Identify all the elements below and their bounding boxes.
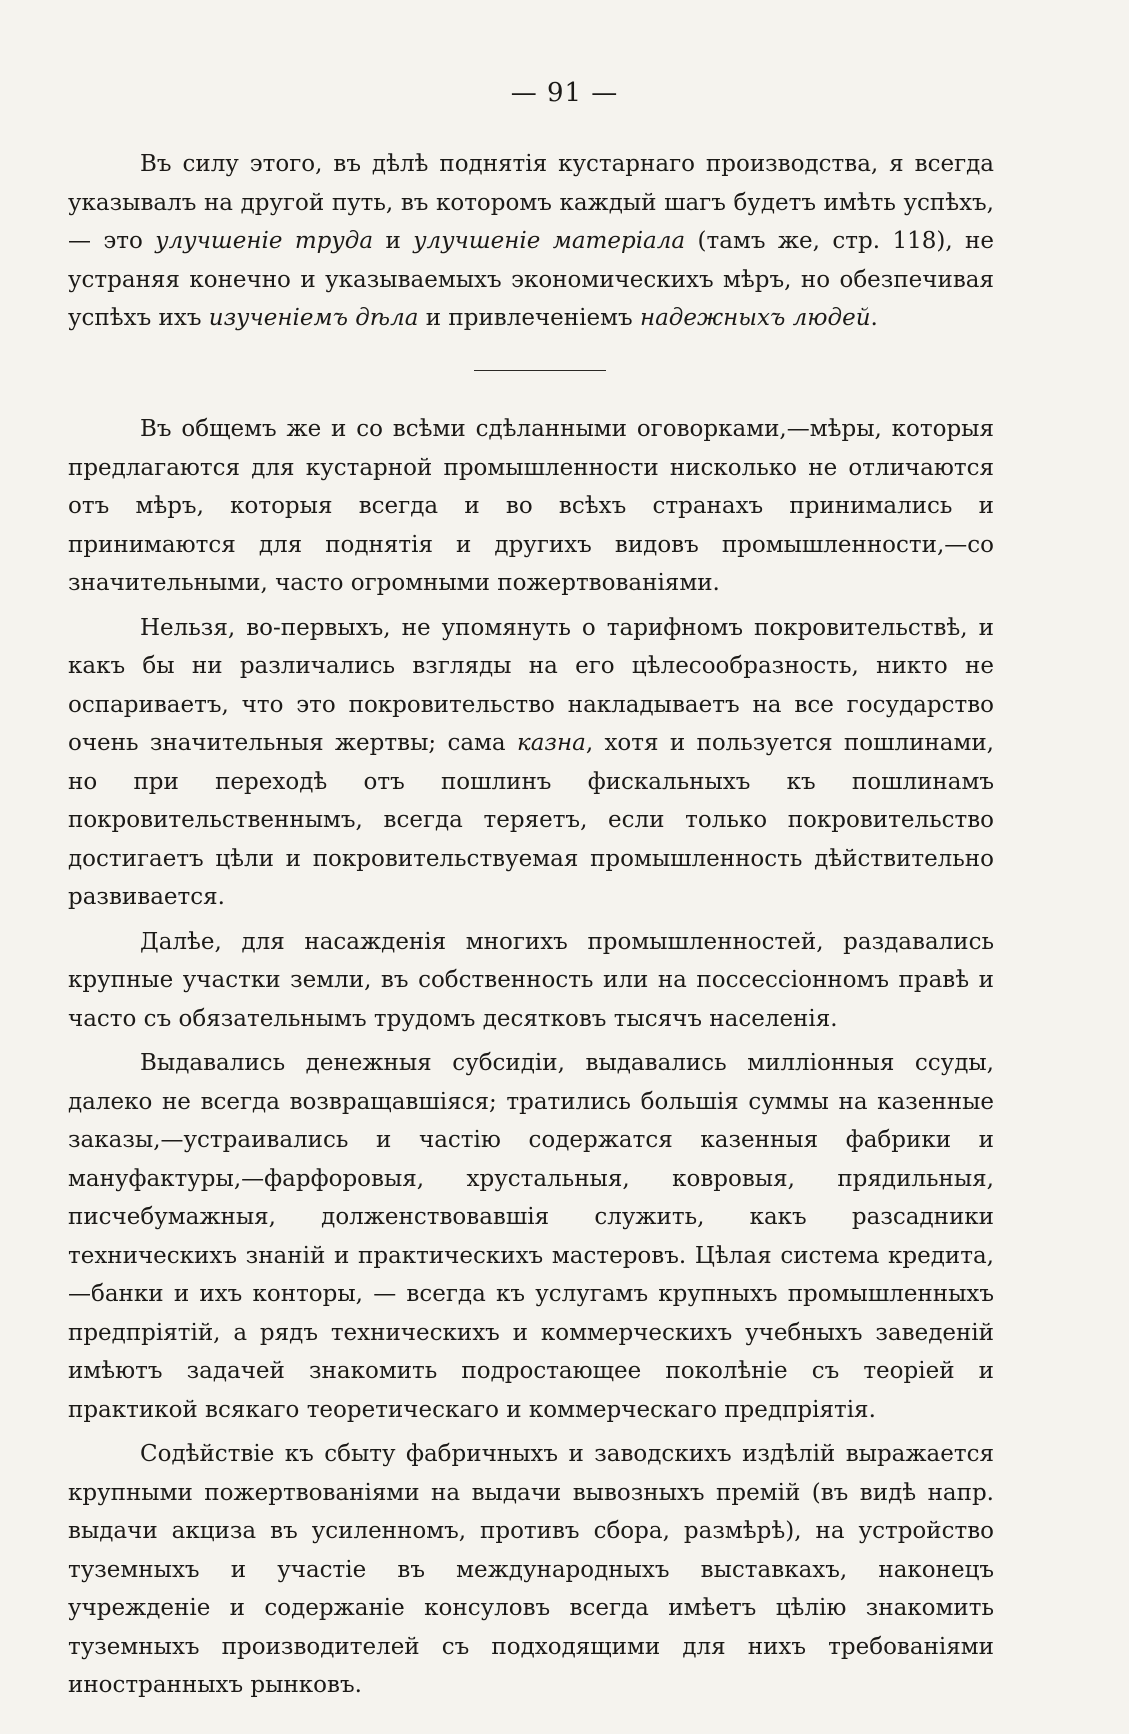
paragraph-sales: Содѣйствіе къ сбыту фабричныхъ и заводскихъ издѣлій выражается крупными пожертвованіями на выдачи вывозныхъ премій (въ видѣ напр. выдачи акциза въ усиленномъ, противъ сбора, размѣрѣ), на устройство туземныхъ и участіе въ международныхъ выставкахъ, наконецъ учрежденіе и содержаніе консуловъ всегда имѣетъ цѣлію знакомить туземныхъ производителей съ подходящими для нихъ требованіями иностранныхъ рынковъ. bbox=[68, 1441, 994, 1698]
tariff-text-2: , хотя и пользуется пошлинами, но при переходѣ отъ пошлинъ фискальныхъ къ пошлинамъ покровительственнымъ, всегда теряетъ, если только покровительство достигаетъ цѣли и покровительствуемая промышленность дѣйствительно развивается. bbox=[68, 730, 994, 910]
intro-text-3: (тамъ же, стр. 118), не устраняя конечно и указываемыхъ экономическихъ мѣръ, но обезпечивая успѣхъ ихъ bbox=[68, 228, 994, 331]
intro-emphasis-3: изученіемъ дѣла bbox=[208, 305, 419, 331]
intro-paragraph bbox=[68, 145, 994, 338]
intro-text-4: и привлеченіемъ bbox=[418, 305, 640, 331]
intro-text-2: и bbox=[373, 228, 414, 254]
main-section bbox=[68, 410, 994, 1711]
page-number: — 91 — bbox=[510, 78, 619, 108]
paragraph-land: Далѣе, для насажденія многихъ промышленностей, раздавались крупные участки земли, въ собственность или на поссессіонномъ правѣ и часто съ обязательнымъ трудомъ десятковъ тысячъ населенія. bbox=[68, 928, 994, 1032]
intro-emphasis-4: надежныхъ людей bbox=[639, 305, 871, 331]
tariff-emphasis-1: казна bbox=[516, 730, 586, 756]
paragraph-measures: Въ общемъ же и со всѣми сдѣланными оговорками,—мѣры, которыя предлагаются для кустарной промышленности нисколько не отличаются отъ мѣръ, которыя всегда и во всѣхъ странахъ принимались и принимаются для поднятія и другихъ видовъ промышленности,—со значительными, часто огромными пожертвованіями. bbox=[68, 416, 994, 596]
paragraph-subsidies: Выдавались денежныя субсидіи, выдавались милліонныя ссуды, далеко не всегда возвращавшіяся; тратились большія суммы на казенные заказы,—устраивались и частію содержатся казенныя фабрики и мануфактуры,—фарфоровыя, хрустальныя, ковровыя, прядильныя, писчебумажныя, долженствовавшія служить, какъ разсадники техническихъ знаній и практическихъ мастеровъ. Цѣлая система кредита,—банки и ихъ конторы, — всегда къ услугамъ крупныхъ промышленныхъ предпріятій, а рядъ техническихъ и коммерческихъ учебныхъ заведеній имѣютъ задачей знакомить подростающее поколѣніе съ теоріей и практикой всякаго теоретическаго и коммерческаго предпріятія. bbox=[68, 1050, 994, 1423]
section-divider bbox=[474, 370, 606, 371]
paragraph-tariff bbox=[68, 609, 994, 917]
intro-emphasis-1: улучшеніе труда bbox=[155, 228, 374, 254]
tariff-text-1: Нельзя, во-первыхъ, не упомянуть о тарифномъ покровительствѣ, и какъ бы ни различались взгляды на его цѣлесообразность, никто не оспариваетъ, что это покровительство накладываетъ на все государство очень значительныя жертвы; сама bbox=[68, 614, 994, 756]
intro-section bbox=[68, 145, 994, 344]
intro-text-1: Въ силу этого, въ дѣлѣ поднятія кустарнаго производства, я всегда указывалъ на другой путь, въ которомъ каждый шагъ будетъ имѣть успѣхъ, — это bbox=[68, 151, 994, 254]
intro-emphasis-2: улучшеніе матеріала bbox=[413, 228, 686, 254]
intro-text-5: . bbox=[870, 305, 878, 331]
